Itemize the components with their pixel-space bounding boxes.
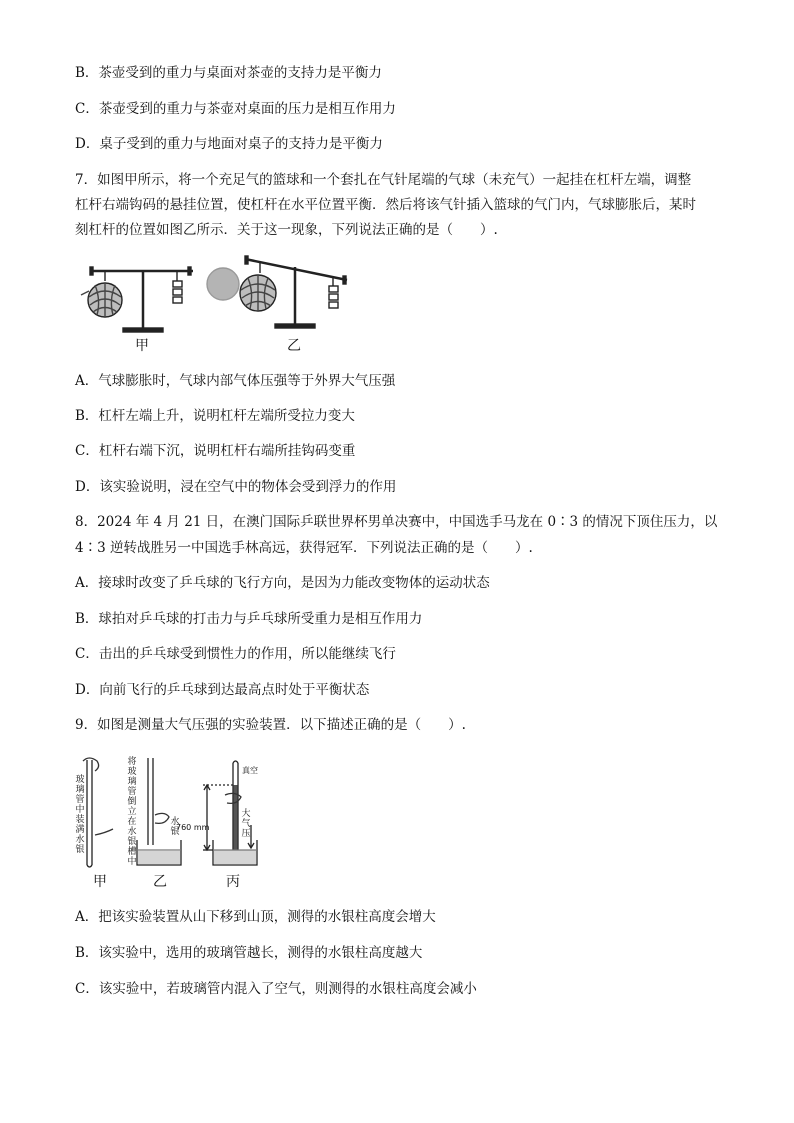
q7-option-b: B．杠杆左端上升，说明杠杆左端所受拉力变大: [75, 408, 355, 424]
q9-figure-label-bing: 丙: [226, 874, 240, 890]
q9-jia-note: 玻璃管中装满水银: [75, 775, 85, 855]
q8-option-d: D．向前飞行的乒乓球到达最高点时处于平衡状态: [75, 682, 370, 698]
q9-yi-note: 将玻璃管倒立在水银槽中: [127, 757, 137, 867]
q7-stem-line-2: 杠杆右端钩码的悬挂位置，使杠杆在水平位置平衡．然后将该气针插入篮球的气门内，气球膨胀后，某时: [75, 197, 696, 213]
q7-option-a: A．气球膨胀时，气球内部气体压强等于外界大气压强: [75, 373, 396, 389]
q8-option-b: B．球拍对乒乓球的打击力与乒乓球所受重力是相互作用力: [75, 611, 423, 627]
q7-figure-label-jia: 甲: [135, 338, 149, 354]
q8-option-c: C．击出的乒乓球受到惯性力的作用，所以能继续飞行: [75, 646, 396, 662]
q6-option-c: C．茶壶受到的重力与茶壶对桌面的压力是相互作用力: [75, 101, 396, 117]
q7-option-d: D．该实验说明，浸在空气中的物体会受到浮力的作用: [75, 479, 397, 495]
q7-lever-diagram: [75, 255, 365, 355]
q9-option-b: B．该实验中，选用的玻璃管越长，测得的水银柱高度越大: [75, 945, 423, 961]
q9-bing-pressure-label: 大气压: [241, 809, 251, 839]
q9-figure-label-jia: 甲: [93, 874, 107, 890]
q7-option-c: C．杠杆右端下沉，说明杠杆右端所挂钩码变重: [75, 443, 356, 459]
q7-figure-label-yi: 乙: [287, 338, 301, 354]
q9-stem: 9．如图是测量大气压强的实验装置．以下描述正确的是（ ）.: [75, 717, 466, 733]
q7-figure: [75, 255, 365, 355]
q9-option-c: C．该实验中，若玻璃管内混入了空气，则测得的水银柱高度会减小: [75, 981, 477, 997]
q6-option-b: B．茶壶受到的重力与桌面对茶壶的支持力是平衡力: [75, 65, 382, 81]
q8-stem-line-2: 4∶3 逆转战胜另一中国选手林高远，获得冠军．下列说法正确的是（ ）.: [75, 540, 533, 556]
q8-option-a: A．接球时改变了乒乓球的飞行方向，是因为力能改变物体的运动状态: [75, 575, 490, 591]
q9-yi-mercury-label: 水银: [170, 817, 180, 837]
q7-stem-line-1: 7．如图甲所示，将一个充足气的篮球和一个套扎在气针尾端的气球（未充气）一起挂在杠杆左端，调整: [75, 172, 692, 188]
lever-yi-stand: [207, 256, 347, 328]
q9-figure: [75, 755, 275, 890]
q9-bing-vacuum-label: 真空: [242, 766, 258, 775]
q9-option-a: A．把该实验装置从山下移到山顶，测得的水银柱高度会增大: [75, 909, 436, 925]
q6-option-d: D．桌子受到的重力与地面对桌子的支持力是平衡力: [75, 136, 383, 152]
q7-stem-line-3: 刻杠杆的位置如图乙所示．关于这一现象，下列说法正确的是（ ）.: [75, 222, 498, 238]
q9-figure-label-yi: 乙: [153, 874, 167, 890]
lever-jia-stand: [81, 267, 193, 332]
q8-stem-line-1: 8．2024 年 4 月 21 日，在澳门国际乒联世界杯男单决赛中，中国选手马龙在 0∶3 的情况下顶住压力，以: [75, 514, 718, 530]
q9-bing-height-label: 760 mm: [176, 823, 210, 832]
